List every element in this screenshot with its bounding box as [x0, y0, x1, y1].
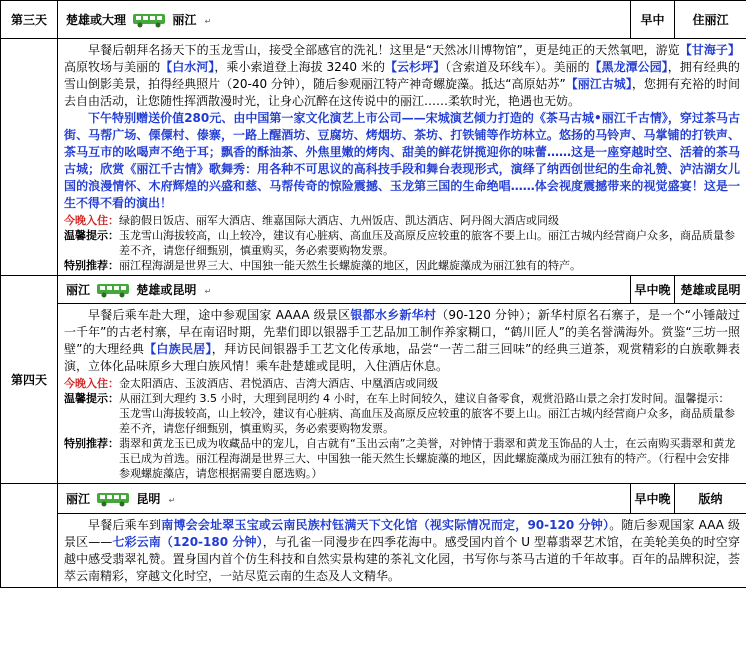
day3-paragraph-1 — [64, 42, 740, 110]
body-text: （含索道及环线车）。美丽的 — [445, 60, 590, 74]
route — [58, 276, 631, 304]
note-text: 翡翠和黄龙玉已成为收藏品中的宠儿，自古就有“玉出云南”之美誉，对钟情于翡翠和黄龙玉饰品的人士，在云南购买翡翠和黄龙玉已成为首选。丽江程海湖是世界三大、中国独一能天然生长螺旋藻的地区，因此螺旋藻成为丽江独有的特产。（行程中会安排参观螺旋藻店，请您根据需要自愿选购。） — [119, 437, 736, 480]
note-label: 温馨提示： — [64, 392, 119, 405]
note-row — [64, 228, 740, 258]
note-row — [64, 376, 740, 391]
highlight-text: 【甘海子】 — [679, 43, 740, 57]
day5-content — [58, 514, 746, 588]
note-label: 特别推荐： — [64, 259, 119, 272]
route-to: 楚雄或昆明 — [136, 283, 197, 297]
highlight-text: 七彩云南（120-180 分钟） — [112, 535, 263, 549]
note-label: 特别推荐： — [64, 437, 119, 450]
meals: 早中晚 — [631, 484, 675, 514]
route — [58, 484, 631, 514]
note-label: 今晚入住： — [64, 377, 119, 390]
day-label-empty — [1, 39, 58, 276]
bus-icon — [96, 492, 130, 507]
note-row — [64, 436, 740, 481]
stay: 版纳 — [675, 484, 746, 514]
day3-paragraph-2: 下午特别赠送价值280元、由中国第一家文化演艺上市公司——宋城演艺倾力打造的《茶马古城•丽江千古情》，穿过茶马古街、马帮广场、傈僳村、傣寨，一路上醒酒坊、豆腐坊、烤烟坊、茶坊、打铁铺等作坊林立。悠扬的马铃声、马掌铺的打铁声、茶马互市的吆喝声不绝于耳；飘香的酥油茶、外焦里嫩的烤肉、甜美的鲜花饼揽迎你的味蕾……这是一座穿越时空、活着的茶马古城；欣赏《丽江千古情》歌舞秀：用各种不可思议的高科技手段和舞台表现形式，演绎了纳西创世纪的生命礼赞、泸沽湖女儿国的浪漫情怀、木府辉煌的兴盛和慈、马帮传奇的惊险震撼、玉龙第三国的生命绝唱……体会视度震撼带来的视觉盛宴！这是一生不得不看的演出！ — [64, 111, 740, 210]
body-text: ，您拥有充裕的时间去自由活动，让您随性挥洒散漫时光，让身心沉醉在这传说中的丽江……柔软时光，艳遇也无妨。 — [64, 77, 740, 108]
note-row — [64, 213, 740, 228]
day3-header-row — [1, 1, 746, 39]
stay: 楚雄或昆明 — [675, 276, 746, 304]
day4-body-row — [1, 304, 746, 484]
day5-header-row — [1, 484, 746, 514]
note-text: 绿韵假日饭店、丽军大酒店、维嘉国际大酒店、九州饭店、凯达酒店、阿丹阁大酒店或同级 — [119, 214, 559, 227]
body-text: （90-120 分钟）；新华村原名石寨子，是一个“小锤敲过一千年”的古老村寨，早在南诏时期，先辈们即以银器手工艺品加工制作养家糊口，“鹤川匠人”的美名誉满海外。赏鉴“三坊一照壁”的大理经典 — [64, 308, 740, 356]
highlight-text: 【白族民居】 — [144, 342, 212, 356]
route-to: 丽江 — [172, 13, 197, 27]
body-text: 高原牧场与美丽的 — [64, 60, 161, 74]
day5-paragraph-1 — [64, 517, 740, 585]
note-text: 金太阳酒店、玉波酒店、君悦酒店、吉湾大酒店、中凰酒店或同级 — [119, 377, 438, 390]
body-text: ，拥有经典的雪山倒影美景，拍得经典照片（20-40 分钟），随后参观丽江特产神奇螺旋藻。抵达“高原姑苏” — [64, 60, 740, 91]
route-from: 丽江 — [66, 492, 91, 506]
day5-body-row — [1, 514, 746, 588]
day-label-empty — [1, 484, 58, 588]
highlight-text: 【白水河】 — [160, 60, 215, 74]
day3-notes — [64, 213, 740, 273]
body-text: 早餐后乘车赴大理，途中参观国家 AAAA 级景区 — [88, 308, 351, 322]
note-row — [64, 391, 740, 436]
stay: 住丽江 — [675, 1, 746, 39]
route — [58, 1, 631, 39]
return-mark-icon: ↵ — [204, 287, 212, 296]
return-mark-icon: ↵ — [204, 17, 212, 26]
note-row — [64, 258, 740, 273]
highlight-text: 银都水乡新华村 — [350, 308, 437, 322]
day4-paragraph-1 — [64, 307, 740, 375]
note-label: 温馨提示： — [64, 229, 119, 242]
note-text: 玉龙雪山海拔较高，山上较冷，建议有心脏病、高血压及高原反应较重的旅客不要上山。丽江古城内经营商户众多，商品质量参差不齐，请您仔细甄别，慎重购买，务必索要购物发票。 — [119, 229, 735, 257]
meals: 早中 — [631, 1, 675, 39]
day-label: 第三天 — [1, 1, 58, 39]
day4-content — [58, 304, 746, 484]
day4-notes — [64, 376, 740, 481]
note-label: 今晚入住： — [64, 214, 119, 227]
body-text: ，与孔雀一同漫步在四季花海中。感受国内首个 U 型幕翡翠艺术馆，在美轮美奂的时空穿越中感受翡翠礼赞。置身国内首个仿生科技和自然实景构建的茶礼文化园，书写你与茶马古道的千年故事。百年的品牌积淀，荟萃云南精彩，穿越文化时空，一站尽览云南的生态及人文精华。 — [64, 535, 740, 583]
meals: 早中晚 — [631, 276, 675, 304]
body-text: 早餐后乘车到 — [88, 518, 162, 532]
bus-icon — [96, 283, 130, 298]
day-label: 第四天 — [1, 276, 58, 484]
route-to: 昆明 — [136, 492, 161, 506]
bus-icon — [132, 13, 166, 28]
route-from: 丽江 — [66, 283, 91, 297]
body-text: 。随后参观国家 AAA 级景区—— — [64, 518, 740, 549]
day3-content — [58, 39, 746, 276]
highlight-text: 【黑龙潭公园】 — [589, 60, 668, 74]
highlight-text: 南博会会址翠玉宝或云南民族村钰满天下文化馆（视实际情况而定，90-120 分钟） — [161, 518, 610, 532]
note-text: 从丽江到大理约 3.5 小时，大理到昆明约 4 小时，在车上时间较久，建议自备零食，观赏沿路山景之余打发时间。温馨提示：玉龙雪山海拔较高，山上较冷，建议有心脏病、高血压及高原反应较重的旅客不要上山。丽江古城内经营商户众多，商品质量参差不齐，请您仔细甄别，慎重购买，务必索要购物发票。 — [119, 392, 735, 435]
day3-body-row — [1, 39, 746, 276]
highlight-text: 【云杉坪】 — [384, 60, 446, 74]
return-mark-icon: ↵ — [168, 496, 176, 505]
body-text: ，拜访民间银器手工艺文化传承地，品尝“一苦二甜三回味”的经典三道茶，观赏精彩的白族歌舞表演，立体化品味原乡大理白族风情！乘车赴楚雄或昆明，入住酒店休息。 — [64, 342, 741, 373]
day4-header-row — [1, 276, 746, 304]
note-text: 丽江程海湖是世界三大、中国独一能天然生长螺旋藻的地区，因此螺旋藻成为丽江独有的特产。 — [119, 259, 581, 272]
body-text: 早餐后朝拜名扬天下的玉龙雪山，接受全部感官的洗礼！这里是“天然冰川博物馆”，更是纯正的天然氧吧，游览 — [88, 43, 680, 57]
route-from: 楚雄或大理 — [66, 13, 127, 27]
highlight-text: 【丽江古城】 — [565, 77, 632, 91]
body-text: ，乘小索道登上海拔 3240 米的 — [214, 60, 385, 74]
